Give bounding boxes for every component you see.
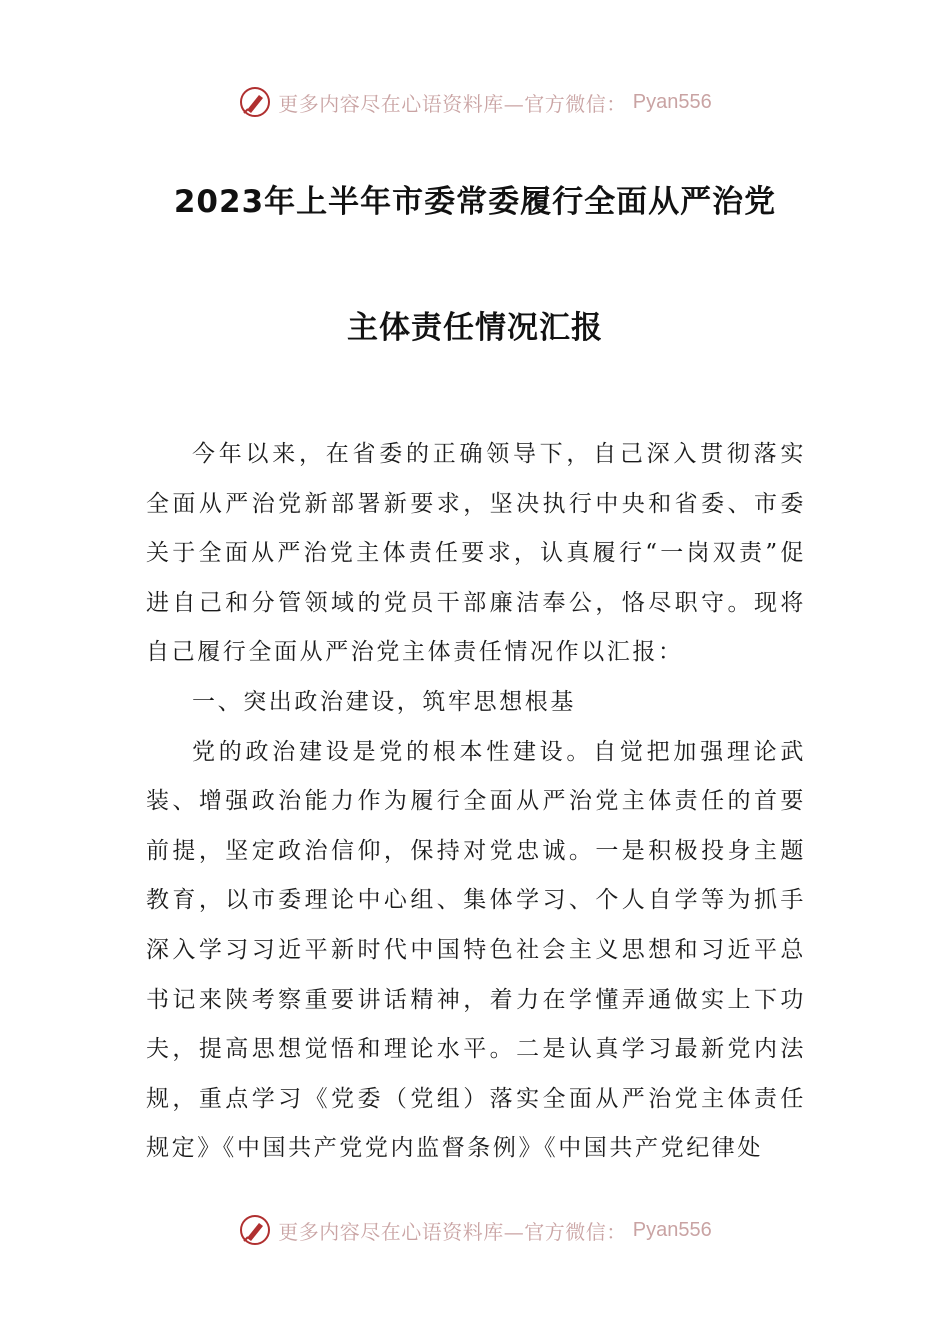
- watermark-text: 更多内容尽在心语资料库—官方微信：: [278, 1219, 627, 1244]
- document-title-line1: 2023年上半年市委常委履行全面从严治党: [173, 184, 777, 220]
- section-heading: 一、突出政治建设，筑牢思想根基: [192, 688, 576, 715]
- watermark-wechat-id: Pyan556: [632, 90, 712, 113]
- pen-nib-icon: [238, 85, 272, 119]
- document-title-line2: 主体责任情况汇报: [347, 310, 603, 346]
- watermark-text: 更多内容尽在心语资料库—官方微信：: [278, 91, 627, 116]
- watermark-wechat-id: Pyan556: [632, 1218, 712, 1241]
- document-body: [146, 430, 806, 1174]
- watermark-banner-bottom: [0, 1210, 950, 1250]
- paragraph-section-1: 党的政治建设是党的根本性建设。自觉把加强理论武装、增强政治能力作为履行全面从严治党主体责任的首要前提，坚定政治信仰，保持对党忠诚。一是积极投身主题教育，以市委理论中心组、集体学习、个人自学等为抓手深入学习习近平新时代中国特色社会主义思想和习近平总书记来陕考察重要讲话精神，着力在学懂弄通做实上下功夫，提高思想觉悟和理论水平。二是认真学习最新党内法规，重点学习《党委（党组）落实全面从严治党主体责任规定》《中国共产党党内监督条例》《中国共产党纪律处: [146, 738, 806, 1162]
- paragraph-intro: 今年以来，在省委的正确领导下，自己深入贯彻落实全面从严治党新部署新要求，坚决执行中央和省委、市委关于全面从严治党主体责任要求，认真履行“一岗双责”促进自己和分管领域的党员干部廉洁奉公，恪尽职守。现将自己履行全面从严治党主体责任情况作以汇报：: [146, 441, 806, 666]
- pen-nib-icon: [238, 1213, 272, 1247]
- watermark-banner-top: [0, 82, 950, 122]
